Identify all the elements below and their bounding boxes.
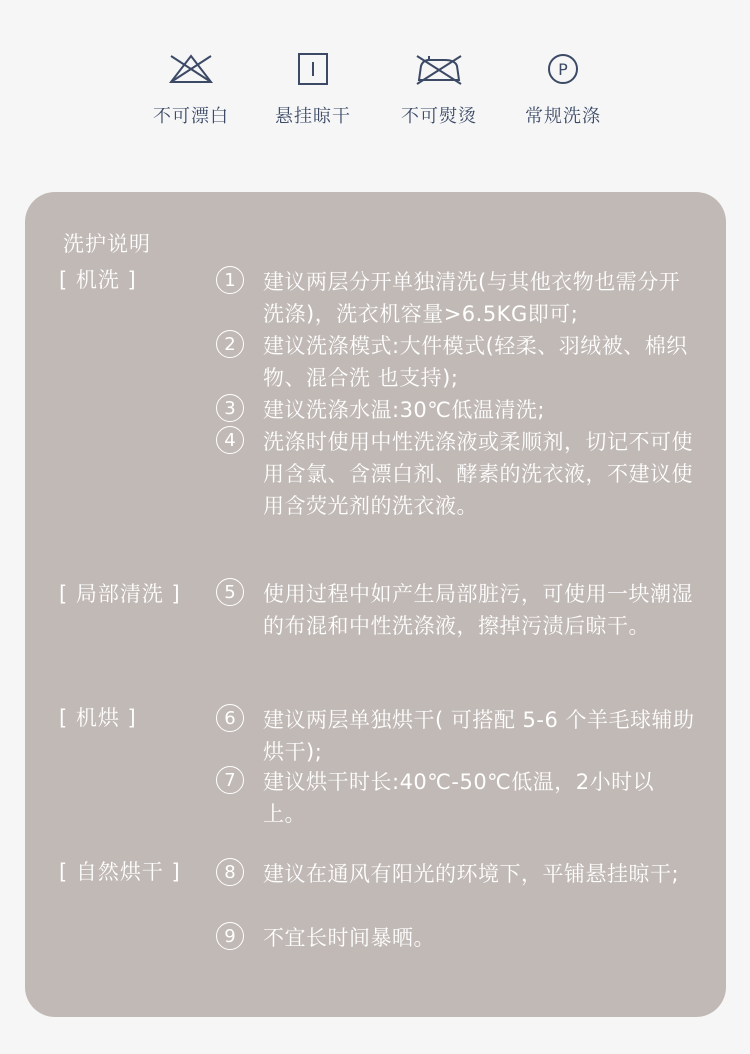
- instruction-item: [216, 766, 696, 830]
- care-dry-clean: [508, 52, 618, 128]
- item-number: 1: [216, 266, 244, 294]
- instruction-item: [216, 330, 696, 394]
- item-number: 5: [216, 578, 244, 606]
- section-label-machine-dry: [ 机烘 ]: [59, 706, 137, 730]
- item-text: 建议两层单独烘干( 可搭配 5-6 个羊毛球辅助烘干);: [263, 708, 695, 764]
- care-icons-row: [0, 52, 750, 132]
- care-label: 常规洗涤: [525, 106, 601, 127]
- section-label-air-dry: [ 自然烘干 ]: [59, 860, 181, 884]
- item-number: 9: [216, 922, 244, 950]
- section-label-spot-clean: [ 局部清洗 ]: [59, 582, 181, 606]
- panel-title: 洗护说明: [63, 232, 151, 256]
- no-bleach-icon: [165, 52, 217, 86]
- care-no-bleach: [136, 52, 246, 128]
- care-instructions-panel: [25, 192, 726, 1017]
- instruction-item: [216, 858, 696, 890]
- instruction-item: [216, 266, 696, 330]
- item-number: 6: [216, 704, 244, 732]
- instruction-item: [216, 922, 696, 954]
- dry-clean-p-icon: [537, 52, 589, 86]
- item-text: 建议洗涤模式:大件模式(轻柔、羽绒被、棉织物、混合洗 也支持);: [263, 334, 688, 390]
- care-label: 不可熨烫: [401, 106, 477, 127]
- care-hang-dry: [258, 52, 368, 128]
- instruction-item: [216, 394, 696, 426]
- care-label: 不可漂白: [153, 106, 229, 127]
- care-no-iron: [384, 52, 494, 128]
- item-number: 2: [216, 330, 244, 358]
- item-number: 3: [216, 394, 244, 422]
- section-label-machine-wash: [ 机洗 ]: [59, 268, 137, 292]
- svg-text:P: P: [558, 60, 568, 79]
- item-text: 建议两层分开单独清洗(与其他衣物也需分开洗涤)，洗衣机容量>6.5KG即可;: [263, 270, 681, 326]
- instruction-item: [216, 578, 696, 642]
- item-number: 7: [216, 766, 244, 794]
- instruction-item: [216, 704, 696, 768]
- item-text: 使用过程中如产生局部脏污，可使用一块潮湿的布混和中性洗涤液，擦掉污渍后晾干。: [263, 582, 693, 638]
- item-text: 洗涤时使用中性洗涤液或柔顺剂，切记不可使用含氯、含漂白剂、酵素的洗衣液，不建议使用含荧光剂的洗衣液。: [263, 430, 693, 518]
- item-text: 建议烘干时长:40℃-50℃低温，2小时以上。: [263, 770, 655, 826]
- hang-dry-icon: [287, 52, 339, 86]
- item-text: 建议洗涤水温:30℃低温清洗;: [263, 398, 545, 422]
- item-number: 8: [216, 858, 244, 886]
- item-number: 4: [216, 426, 244, 454]
- care-label: 悬挂晾干: [275, 106, 351, 127]
- instruction-item: [216, 426, 696, 522]
- no-iron-icon: [411, 52, 467, 86]
- item-text: 不宜长时间暴晒。: [263, 926, 435, 950]
- item-text: 建议在通风有阳光的环境下，平铺悬挂晾干;: [263, 862, 680, 886]
